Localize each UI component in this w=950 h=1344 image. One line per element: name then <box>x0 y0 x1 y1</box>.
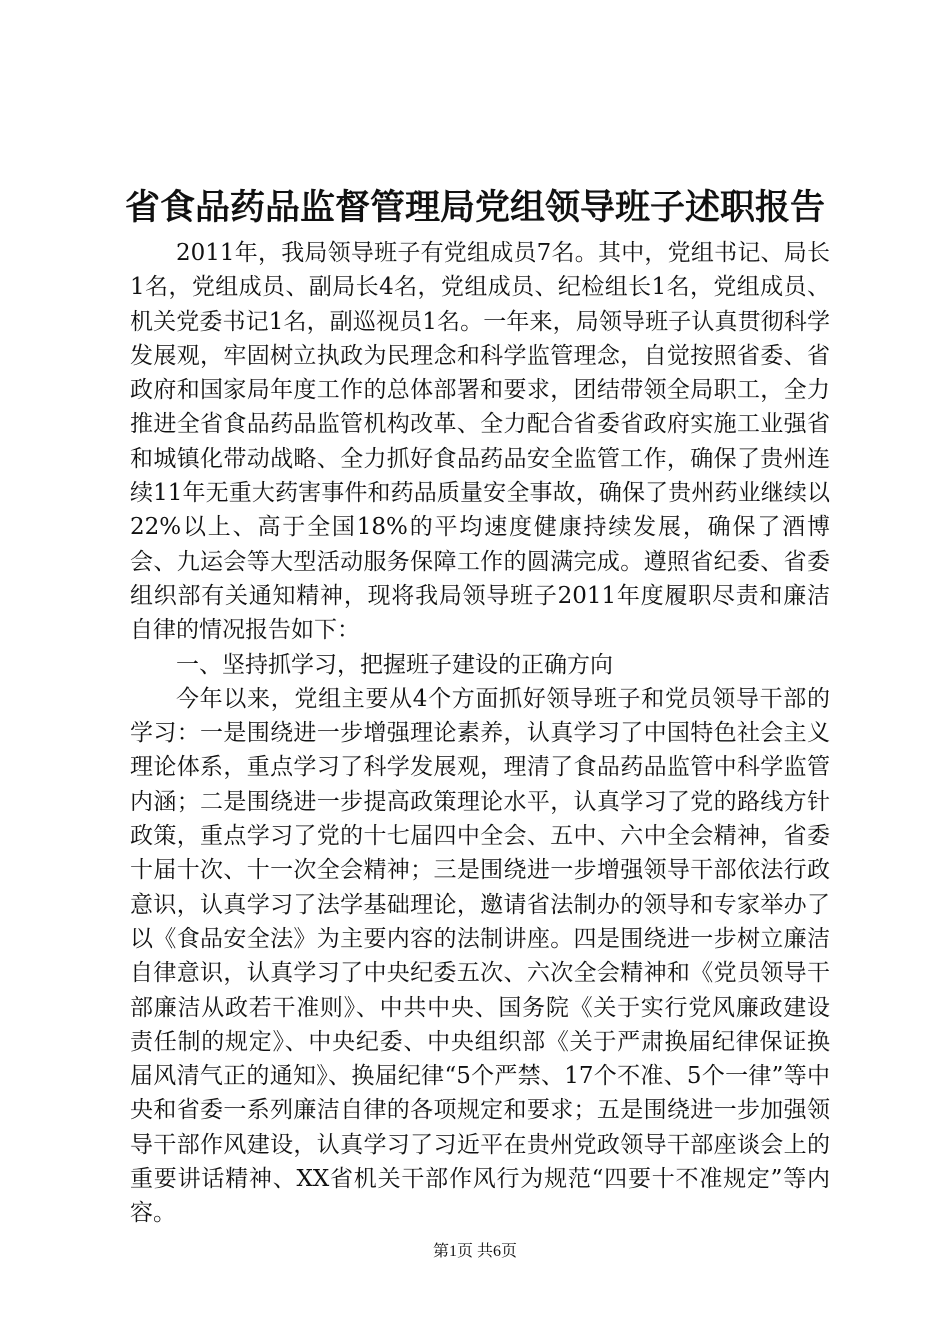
study-paragraph: 今年以来，党组主要从4个方面抓好领导班子和党员领导干部的学习：一是围绕进一步增强理论素养，认真学习了中国特色社会主义理论体系，重点学习了科学发展观，理清了食品药品监管中科学监管内涵；二是围绕进一步提高政策理论水平，认真学习了党的路线方针政策，重点学习了党的十七届四中全会、五中、六中全会精神，省委十届十次、十一次全会精神；三是围绕进一步增强领导干部依法行政意识，认真学习了法学基础理论，邀请省法制办的领导和专家举办了以《食品安全法》为主要内容的法制讲座。四是围绕进一步树立廉洁自律意识，认真学习了中央纪委五次、六次全会精神和《党员领导干部廉洁从政若干准则》、中共中央、国务院《关于实行党风廉政建设责任制的规定》、中央纪委、中央组织部《关于严肃换届纪律保证换届风清气正的通知》、换届纪律“5个严禁、17个不准、5个一律”等中央和省委一系列廉洁自律的各项规定和要求；五是围绕进一步加强领导干部作风建设，认真学习了习近平在贵州党政领导干部座谈会上的重要讲话精神、XX省机关干部作风行为规范“四要十不准规定”等内容。 <box>130 685 830 1227</box>
document-title: 省食品药品监督管理局党组领导班子述职报告 <box>124 188 825 228</box>
intro-paragraph: 2011年，我局领导班子有党组成员7名。其中，党组书记、局长1名，党组成员、副局长4名，党组成员、纪检组长1名，党组成员、机关党委书记1名，副巡视员1名。一年来，局领导班子认真贯彻科学发展观，牢固树立执政为民理念和科学监管理念，自觉按照省委、省政府和国家局年度工作的总体部署和要求，团结带领全局职工，全力推进全省食品药品监管机构改革、全力配合省委省政府实施工业强省和城镇化带动战略、全力抓好食品药品安全监管工作，确保了贵州连续11年无重大药害事件和药品质量安全事故，确保了贵州药业继续以22%以上、高于全国18%的平均速度健康持续发展，确保了酒博会、九运会等大型活动服务保障工作的圆满完成。遵照省纪委、省委组织部有关通知精神，现将我局领导班子2011年度履职尽责和廉洁自律的情况报告如下： <box>130 240 830 644</box>
document-body <box>130 236 830 1231</box>
section-heading: 一、坚持抓学习，把握班子建设的正确方向 <box>176 651 613 678</box>
page-footer: 第1页 共6页 <box>432 1243 517 1260</box>
